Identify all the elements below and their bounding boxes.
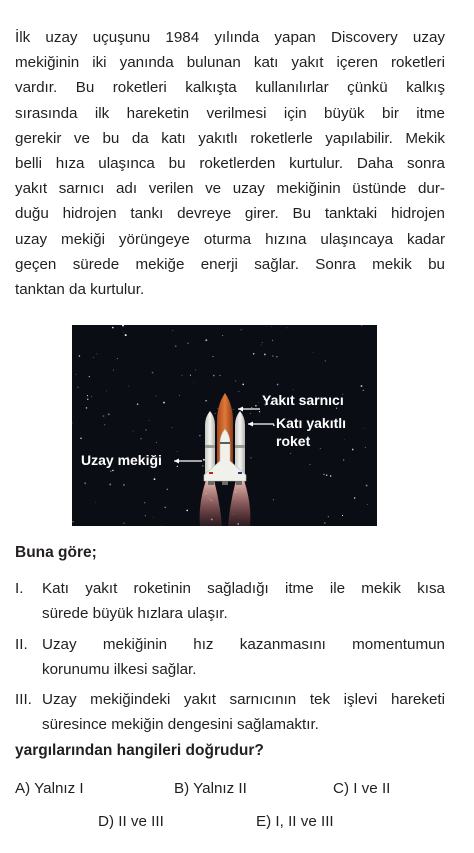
star xyxy=(80,438,82,440)
arrow-shuttle-head xyxy=(174,459,179,464)
star xyxy=(195,369,196,370)
star xyxy=(117,358,118,359)
star xyxy=(271,326,272,327)
statement-iii xyxy=(15,687,445,737)
exhaust-plume-left xyxy=(200,480,222,526)
option-d[interactable]: D) II ve III xyxy=(98,813,164,830)
star xyxy=(110,471,112,473)
label-fuel-tank: Yakıt sarnıcı xyxy=(262,392,344,408)
statement-i xyxy=(15,576,445,626)
star xyxy=(344,439,345,440)
statement-number: III. xyxy=(15,691,32,708)
star xyxy=(330,475,331,476)
passage-line: yakıt sarnıcı adı verilen ve uzay mekiğinin üstünde dur- xyxy=(15,180,445,198)
star xyxy=(352,449,354,451)
star xyxy=(364,428,365,429)
star xyxy=(276,356,277,357)
option-b[interactable]: B) Yalnız II xyxy=(174,780,247,797)
star xyxy=(122,325,124,326)
star xyxy=(199,435,201,437)
star xyxy=(242,384,244,386)
star xyxy=(287,328,288,329)
star xyxy=(145,515,146,516)
passage-line: duğu hidrojen tankı devreye girer. Bu tanktaki hidrojen xyxy=(15,205,445,223)
star xyxy=(97,354,98,355)
passage-text xyxy=(15,25,445,302)
star xyxy=(250,457,251,458)
star xyxy=(258,402,259,403)
star xyxy=(255,405,257,407)
star xyxy=(86,407,88,409)
star xyxy=(203,459,205,461)
star xyxy=(342,515,343,516)
star xyxy=(113,369,114,370)
star xyxy=(177,451,178,452)
booster-left xyxy=(205,411,215,475)
exhaust-plume-right xyxy=(228,480,250,526)
star xyxy=(328,516,329,517)
star xyxy=(140,438,141,439)
star xyxy=(128,386,129,387)
label-solid-rocket-line2: roket xyxy=(276,433,311,449)
star xyxy=(87,395,88,396)
statement-number: I. xyxy=(15,580,24,597)
star xyxy=(272,355,274,357)
star xyxy=(156,442,157,443)
star xyxy=(217,408,218,409)
star xyxy=(112,327,114,329)
passage-line: tanktan da kurtulur. xyxy=(15,281,145,299)
statement-line: korunumu ilkesi sağlar. xyxy=(42,661,197,678)
star xyxy=(109,483,111,485)
star xyxy=(273,424,275,426)
arrow-rocket-head xyxy=(248,422,253,427)
star xyxy=(167,489,168,490)
star xyxy=(163,402,165,404)
star xyxy=(91,396,92,397)
star xyxy=(175,345,177,347)
star xyxy=(72,422,73,423)
star xyxy=(366,485,368,487)
passage-line: belli hıza ulaşınca bu roketlerden kurtulur. Daha sonra xyxy=(15,155,445,173)
star xyxy=(123,522,124,523)
booster-right xyxy=(235,411,245,475)
star xyxy=(156,395,157,396)
statement-line: süresince mekiğin dengesini sağlamaktır. xyxy=(42,716,319,733)
star xyxy=(367,504,368,505)
star xyxy=(273,499,274,500)
star xyxy=(161,525,162,526)
star xyxy=(205,339,207,341)
star xyxy=(205,400,206,401)
star xyxy=(233,409,234,410)
star xyxy=(186,510,188,512)
statement-ii xyxy=(15,632,445,682)
star xyxy=(177,466,178,467)
option-e[interactable]: E) I, II ve III xyxy=(256,813,334,830)
passage-line: geçen sürede mekiğe enerji sağlar. Sonra mekik bu xyxy=(15,255,445,273)
star xyxy=(261,345,262,346)
star xyxy=(212,356,213,357)
star xyxy=(324,522,326,524)
question-lead: Buna göre; xyxy=(15,544,97,561)
star xyxy=(77,387,78,388)
star xyxy=(325,360,326,361)
statement-line: Katı yakıt roketinin sağladığı itme ile mekik kısa xyxy=(42,580,445,597)
star xyxy=(123,484,124,485)
star xyxy=(153,517,154,518)
arrow-tank-head xyxy=(238,407,243,412)
star xyxy=(181,375,182,376)
star xyxy=(79,355,81,357)
passage-line: vardır. Bu roketleri kalkışta kullanılırlar çünkü kalkış xyxy=(15,79,445,97)
star xyxy=(219,375,220,376)
star xyxy=(241,329,242,330)
star xyxy=(106,391,107,392)
star xyxy=(172,330,173,331)
label-solid-rocket-line1: Katı yakıtlı xyxy=(276,415,347,431)
star xyxy=(215,413,216,414)
star xyxy=(123,332,124,333)
passage-line: uzay mekiği yörüngeye oturma hızına ulaşıncaya kadar xyxy=(15,230,445,248)
star xyxy=(250,413,251,414)
option-c[interactable]: C) I ve II xyxy=(333,780,391,797)
star xyxy=(89,376,90,377)
star xyxy=(290,453,291,454)
option-a[interactable]: A) Yalnız I xyxy=(15,780,84,797)
star xyxy=(72,521,73,522)
passage-line: İlk uzay uçuşunu 1984 yılında yapan Discovery uzay xyxy=(15,29,445,46)
star xyxy=(187,343,188,344)
star xyxy=(264,353,266,355)
star xyxy=(202,465,204,467)
star xyxy=(190,375,191,376)
star xyxy=(154,478,156,480)
star xyxy=(272,340,273,341)
space-shuttle-figure xyxy=(72,325,377,526)
star xyxy=(277,384,279,386)
star xyxy=(222,335,223,336)
star xyxy=(103,415,105,417)
star xyxy=(354,497,356,499)
star xyxy=(320,448,321,449)
star xyxy=(108,413,110,415)
statement-number: II. xyxy=(15,636,28,653)
star xyxy=(363,390,364,391)
star xyxy=(262,342,263,343)
star xyxy=(238,391,239,392)
star xyxy=(104,424,105,425)
star xyxy=(193,382,194,383)
star xyxy=(213,375,215,377)
star xyxy=(235,381,236,382)
star xyxy=(343,460,344,461)
star xyxy=(179,395,180,396)
star xyxy=(76,374,77,375)
star xyxy=(164,507,165,508)
star xyxy=(259,411,260,412)
star xyxy=(365,447,366,448)
star xyxy=(149,420,150,421)
passage-line: mekiğinin iki yanında bulunan katı yakıt içeren roketleri xyxy=(15,54,445,72)
star xyxy=(313,352,314,353)
star xyxy=(144,502,145,503)
star xyxy=(87,399,88,400)
question-text: yargılarından hangileri doğrudur? xyxy=(15,742,264,759)
star xyxy=(361,325,362,326)
star xyxy=(132,431,133,432)
star xyxy=(326,474,328,476)
star xyxy=(172,427,173,428)
star xyxy=(323,474,324,475)
star xyxy=(293,389,294,390)
star xyxy=(152,372,154,374)
statement-line: Uzay mekiğinin hız kazanmasını momentumun xyxy=(42,636,445,653)
star xyxy=(361,385,363,387)
star xyxy=(84,482,86,484)
star xyxy=(125,334,127,336)
star xyxy=(251,407,252,408)
star xyxy=(253,353,255,355)
star xyxy=(95,502,96,503)
statement-line: Uzay mekiğindeki yakıt sarnıcının tek işlevi hareketi xyxy=(42,691,445,708)
star xyxy=(112,470,113,471)
statement-line: sürede büyük hızlara ulaşır. xyxy=(42,605,228,622)
passage-line: gerekir ve bu da katı yakıtlı roketlerle yapılabilir. Mekik xyxy=(15,129,445,147)
label-space-shuttle: Uzay mekiği xyxy=(81,452,162,468)
star xyxy=(137,403,139,405)
star xyxy=(93,357,94,358)
star xyxy=(145,429,146,430)
star xyxy=(309,464,310,465)
passage-line: sırasında ilk hareketin verilmesi için büyük bir itme xyxy=(15,104,445,122)
